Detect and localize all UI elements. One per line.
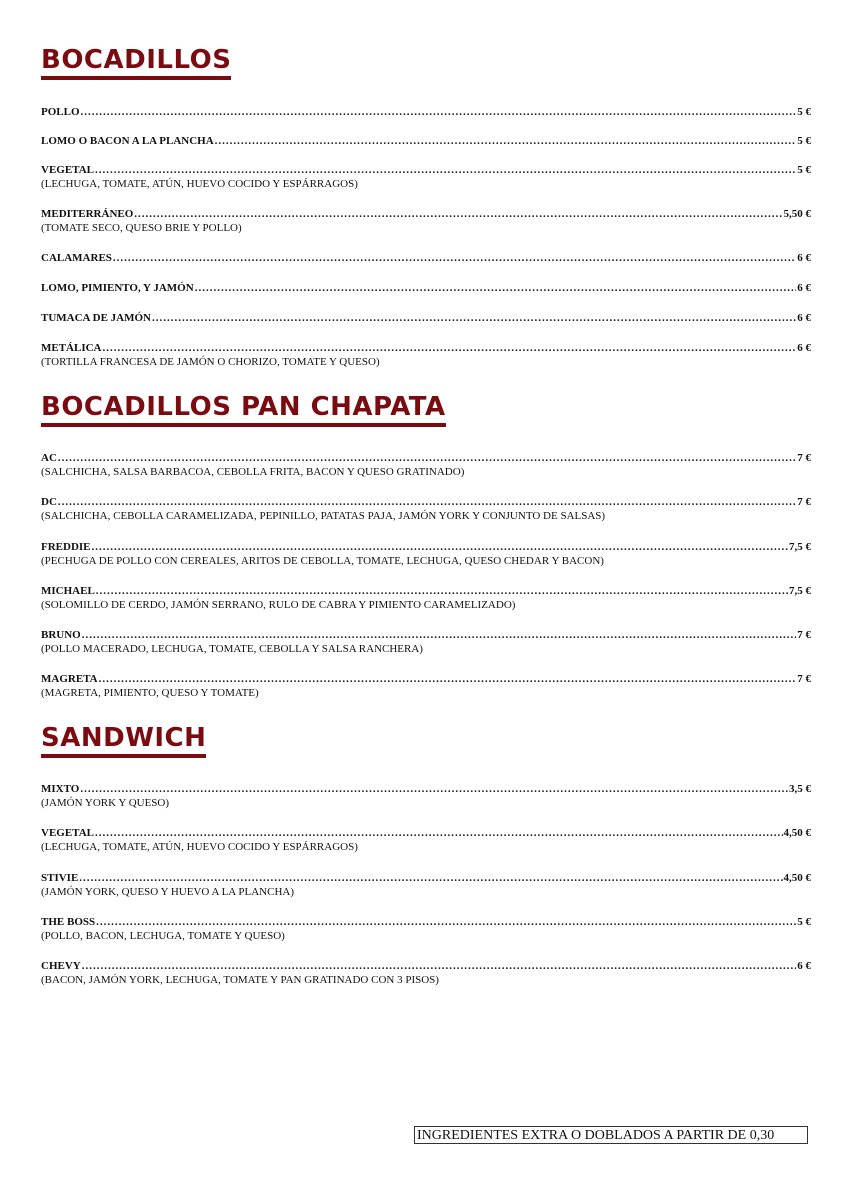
item-name: MAGRETA <box>41 673 98 685</box>
menu-item <box>41 782 811 811</box>
item-name: BRUNO <box>41 629 81 641</box>
item-name: MEDITERRÁNEO <box>41 208 134 220</box>
item-name: DC <box>41 496 57 508</box>
dot-leader <box>152 311 796 325</box>
dot-leader <box>82 628 797 642</box>
dot-leader <box>96 584 788 598</box>
item-price: 6 € <box>797 960 811 972</box>
item-price: 6 € <box>797 252 811 264</box>
item-price: 7 € <box>797 673 811 685</box>
menu-item <box>41 105 811 119</box>
item-description: (SALCHICHA, SALSA BARBACOA, CEBOLLA FRITA, BACON Y QUESO GRATINADO) <box>41 466 465 478</box>
dot-leader <box>58 495 796 509</box>
item-name: MIXTO <box>41 783 80 795</box>
item-name: TUMACA DE JAMÓN <box>41 312 151 324</box>
dot-leader <box>82 959 797 973</box>
section-title-sandwich: SANDWICH <box>41 723 206 758</box>
item-price: 7,5 € <box>789 585 811 597</box>
item-description: (SOLOMILLO DE CERDO, JAMÓN SERRANO, RULO DE CABRA Y PIMIENTO CARAMELIZADO) <box>41 599 516 611</box>
item-description: (LECHUGA, TOMATE, ATÚN, HUEVO COCIDO Y ESPÁRRAGOS) <box>41 841 358 853</box>
item-name: CHEVY <box>41 960 81 972</box>
item-price: 6 € <box>797 342 811 354</box>
item-price: 7,5 € <box>789 541 811 553</box>
item-price: 5 € <box>797 916 811 928</box>
item-name: AC <box>41 452 57 464</box>
item-name: VEGETAL <box>41 827 94 839</box>
item-name: FREDDIE <box>41 541 91 553</box>
item-price: 7 € <box>797 629 811 641</box>
item-description: (JAMÓN YORK, QUESO Y HUEVO A LA PLANCHA) <box>41 886 295 898</box>
menu-item <box>41 672 811 701</box>
item-name: LOMO O BACON A LA PLANCHA <box>41 135 214 147</box>
dot-leader <box>92 540 788 554</box>
dot-leader <box>195 281 797 295</box>
menu-item <box>41 163 811 192</box>
item-price: 5,50 € <box>783 208 811 220</box>
menu-item <box>41 584 811 613</box>
item-name: POLLO <box>41 106 80 118</box>
dot-leader <box>103 341 797 355</box>
item-price: 7 € <box>797 496 811 508</box>
item-description: (PECHUGA DE POLLO CON CEREALES, ARITOS DE CEBOLLA, TOMATE, LECHUGA, QUESO CHEDAR Y BACON) <box>41 555 604 567</box>
item-price: 6 € <box>797 312 811 324</box>
item-description: (BACON, JAMÓN YORK, LECHUGA, TOMATE Y PAN GRATINADO CON 3 PISOS) <box>41 974 439 986</box>
extra-ingredients-note: INGREDIENTES EXTRA O DOBLADOS A PARTIR DE 0,30 <box>414 1126 808 1144</box>
menu-item <box>41 628 811 657</box>
menu-item <box>41 495 811 524</box>
dot-leader <box>95 163 796 177</box>
item-name: MICHAEL <box>41 585 95 597</box>
item-description: (TORTILLA FRANCESA DE JAMÓN O CHORIZO, TOMATE Y QUESO) <box>41 356 380 368</box>
item-description: (LECHUGA, TOMATE, ATÚN, HUEVO COCIDO Y ESPÁRRAGOS) <box>41 178 358 190</box>
item-price: 4,50 € <box>783 872 811 884</box>
menu-item <box>41 826 811 855</box>
menu-item <box>41 451 811 480</box>
menu-item <box>41 540 811 569</box>
menu-item <box>41 207 811 236</box>
dot-leader <box>95 826 783 840</box>
item-description: (TOMATE SECO, QUESO BRIE Y POLLO) <box>41 222 242 234</box>
item-name: STIVIE <box>41 872 79 884</box>
item-price: 6 € <box>797 282 811 294</box>
dot-leader <box>58 451 796 465</box>
menu-item <box>41 281 811 295</box>
item-price: 5 € <box>797 135 811 147</box>
item-description: (POLLO MACERADO, LECHUGA, TOMATE, CEBOLLA Y SALSA RANCHERA) <box>41 643 423 655</box>
menu-item <box>41 311 811 325</box>
menu-item <box>41 871 811 900</box>
dot-leader <box>81 105 797 119</box>
item-description: (POLLO, BACON, LECHUGA, TOMATE Y QUESO) <box>41 930 285 942</box>
dot-leader <box>134 207 782 221</box>
menu-item <box>41 341 811 370</box>
dot-leader <box>113 251 796 265</box>
item-description: (MAGRETA, PIMIENTO, QUESO Y TOMATE) <box>41 687 259 699</box>
dot-leader <box>99 672 797 686</box>
item-price: 3,5 € <box>789 783 811 795</box>
item-price: 7 € <box>797 452 811 464</box>
item-price: 5 € <box>797 164 811 176</box>
item-name: THE BOSS <box>41 916 96 928</box>
item-name: VEGETAL <box>41 164 94 176</box>
dot-leader <box>79 871 782 885</box>
section-title-bocadillos-pan-chapata: BOCADILLOS PAN CHAPATA <box>41 392 446 427</box>
item-name: CALAMARES <box>41 252 112 264</box>
dot-leader <box>80 782 788 796</box>
dot-leader <box>96 915 796 929</box>
item-name: METÁLICA <box>41 342 102 354</box>
dot-leader <box>215 134 797 148</box>
item-price: 5 € <box>797 106 811 118</box>
item-description: (JAMÓN YORK Y QUESO) <box>41 797 170 809</box>
item-price: 4,50 € <box>783 827 811 839</box>
section-title-bocadillos: BOCADILLOS <box>41 45 231 80</box>
item-name: LOMO, PIMIENTO, Y JAMÓN <box>41 282 194 294</box>
menu-item <box>41 251 811 265</box>
menu-item <box>41 959 811 988</box>
item-description: (SALCHICHA, CEBOLLA CARAMELIZADA, PEPINILLO, PATATAS PAJA, JAMÓN YORK Y CONJUNTO DE SALSAS) <box>41 510 606 522</box>
menu-item <box>41 134 811 148</box>
menu-item <box>41 915 811 944</box>
